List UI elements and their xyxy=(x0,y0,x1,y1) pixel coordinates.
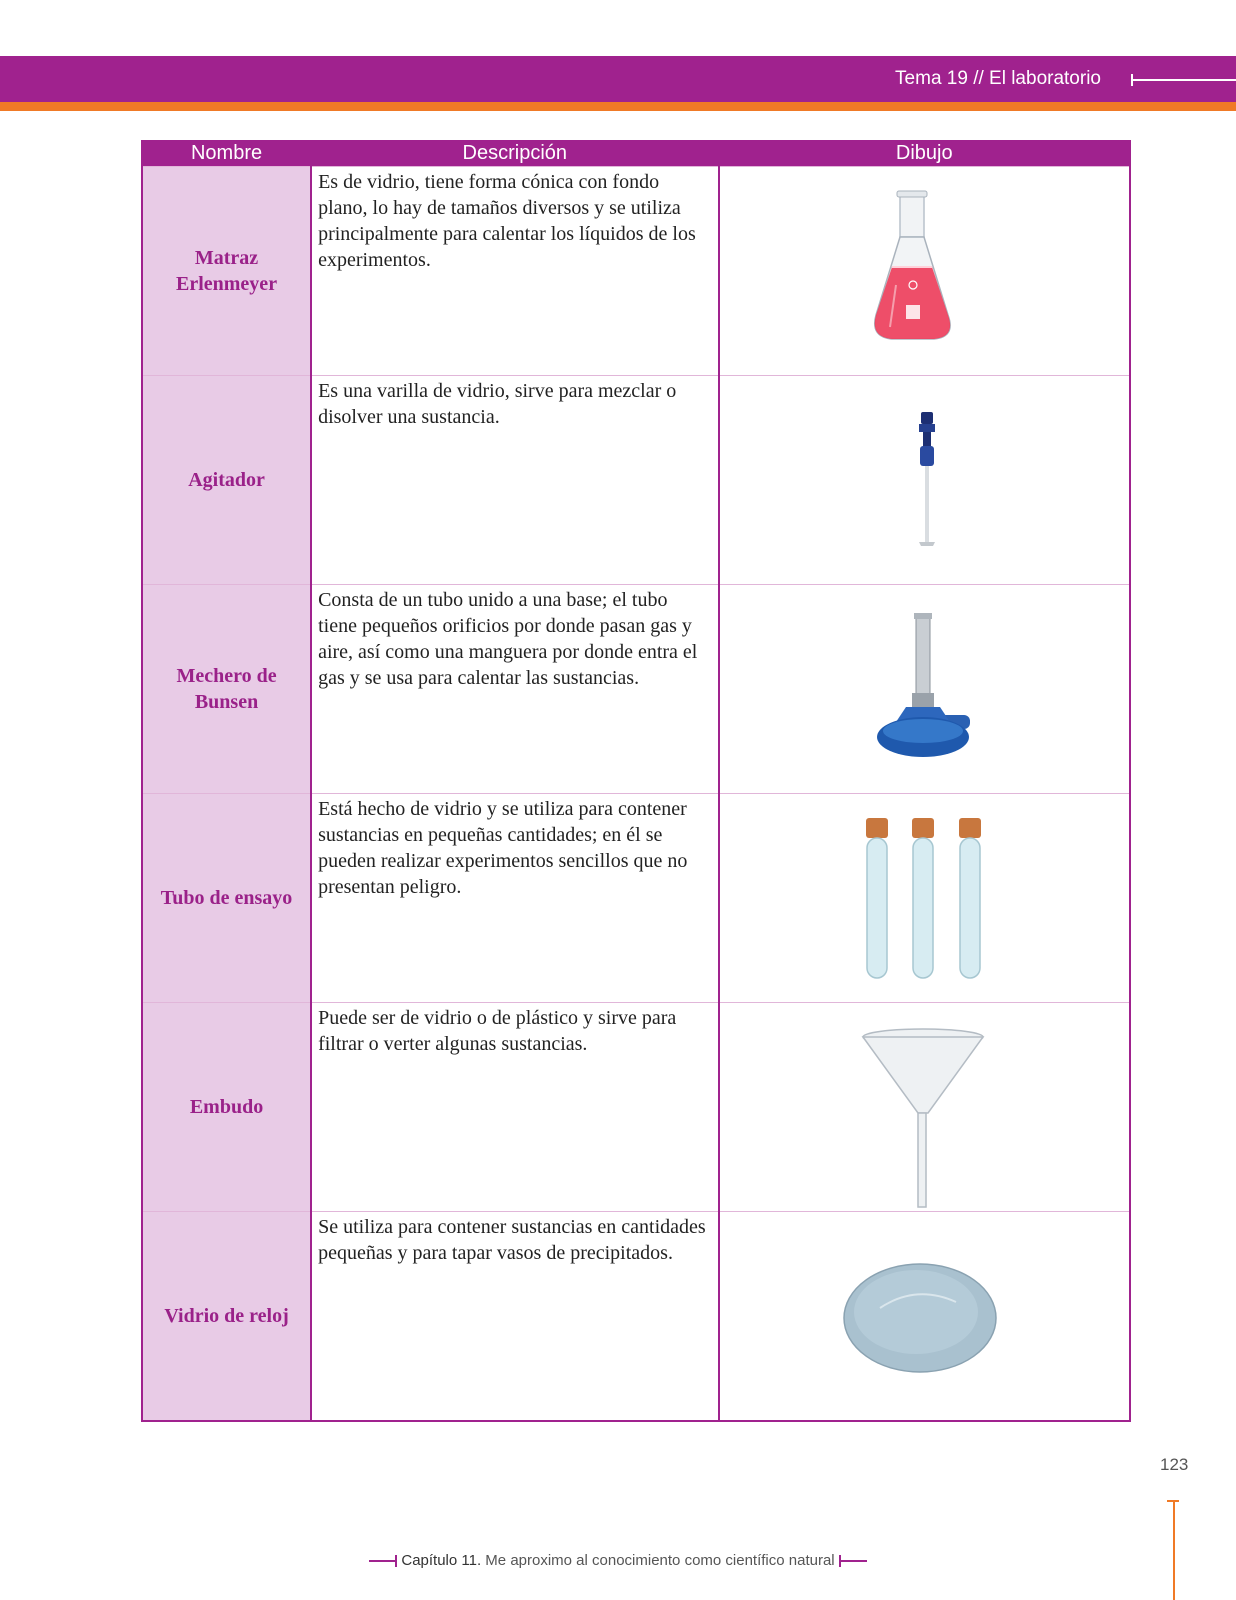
table-row xyxy=(142,585,1130,794)
equipment-name: Mechero de Bunsen xyxy=(142,585,311,794)
header-accent-stripe xyxy=(0,102,1236,111)
equipment-description: Se utiliza para contener sustancias en cantidades pequeñas y para tapar vasos de precipitados. xyxy=(311,1212,718,1422)
equipment-drawing xyxy=(719,376,1131,585)
equipment-description: Puede ser de vidrio o de plástico y sirve para filtrar o verter algunas sustancias. xyxy=(311,1003,718,1212)
stirrer-icon xyxy=(720,376,1120,582)
equipment-drawing xyxy=(719,167,1131,376)
bunsen-burner-icon xyxy=(720,585,1120,791)
column-header-description: Descripción xyxy=(311,140,718,167)
equipment-description: Es una varilla de vidrio, sirve para mezclar o disolver una sustancia. xyxy=(311,376,718,585)
page-footer xyxy=(0,1552,1236,1569)
equipment-description: Está hecho de vidrio y se utiliza para contener sustancias en pequeñas cantidades; en él se pueden realizar experimentos sencillos que no presentan peligro. xyxy=(311,794,718,1003)
test-tubes-icon xyxy=(720,794,1120,1000)
equipment-description: Es de vidrio, tiene forma cónica con fondo plano, lo hay de tamaños diversos y se utiliza principalmente para calentar los líquidos de los experimentos. xyxy=(311,167,718,376)
table-row xyxy=(142,167,1130,376)
equipment-name: Agitador xyxy=(142,376,311,585)
equipment-drawing xyxy=(719,794,1131,1003)
page-header-title: Tema 19 // El laboratorio xyxy=(895,68,1101,89)
footer-rule-right xyxy=(839,1560,867,1562)
column-header-drawing: Dibujo xyxy=(719,140,1131,167)
table-row xyxy=(142,1212,1130,1422)
funnel-icon xyxy=(720,1003,1120,1209)
page-number: 123 xyxy=(1160,1455,1189,1474)
watch-glass-icon xyxy=(720,1212,1120,1418)
table-row xyxy=(142,1003,1130,1212)
equipment-name: Tubo de ensayo xyxy=(142,794,311,1003)
footer-chapter-title: Me aproximo al conocimiento como científico natural xyxy=(481,1552,835,1569)
equipment-drawing xyxy=(719,1212,1131,1422)
table-header-row xyxy=(142,140,1130,167)
lab-equipment-table xyxy=(141,140,1131,1422)
equipment-drawing xyxy=(719,585,1131,794)
footer-rule-left xyxy=(369,1560,397,1562)
equipment-name: Embudo xyxy=(142,1003,311,1212)
table-row xyxy=(142,376,1130,585)
equipment-drawing xyxy=(719,1003,1131,1212)
equipment-description: Consta de un tubo unido a una base; el tubo tiene pequeños orificios por donde pasan gas y aire, así como una manguera por donde entra el gas y se usa para calentar las sustancias. xyxy=(311,585,718,794)
footer-chapter: Capítulo 11. xyxy=(401,1552,482,1569)
column-header-name: Nombre xyxy=(142,140,311,167)
side-rule xyxy=(1173,1500,1175,1600)
equipment-name: Vidrio de reloj xyxy=(142,1212,311,1422)
header-rule xyxy=(1132,79,1236,81)
equipment-name: Matraz Erlenmeyer xyxy=(142,167,311,376)
erlenmeyer-flask-icon xyxy=(720,167,1120,373)
table-row xyxy=(142,794,1130,1003)
